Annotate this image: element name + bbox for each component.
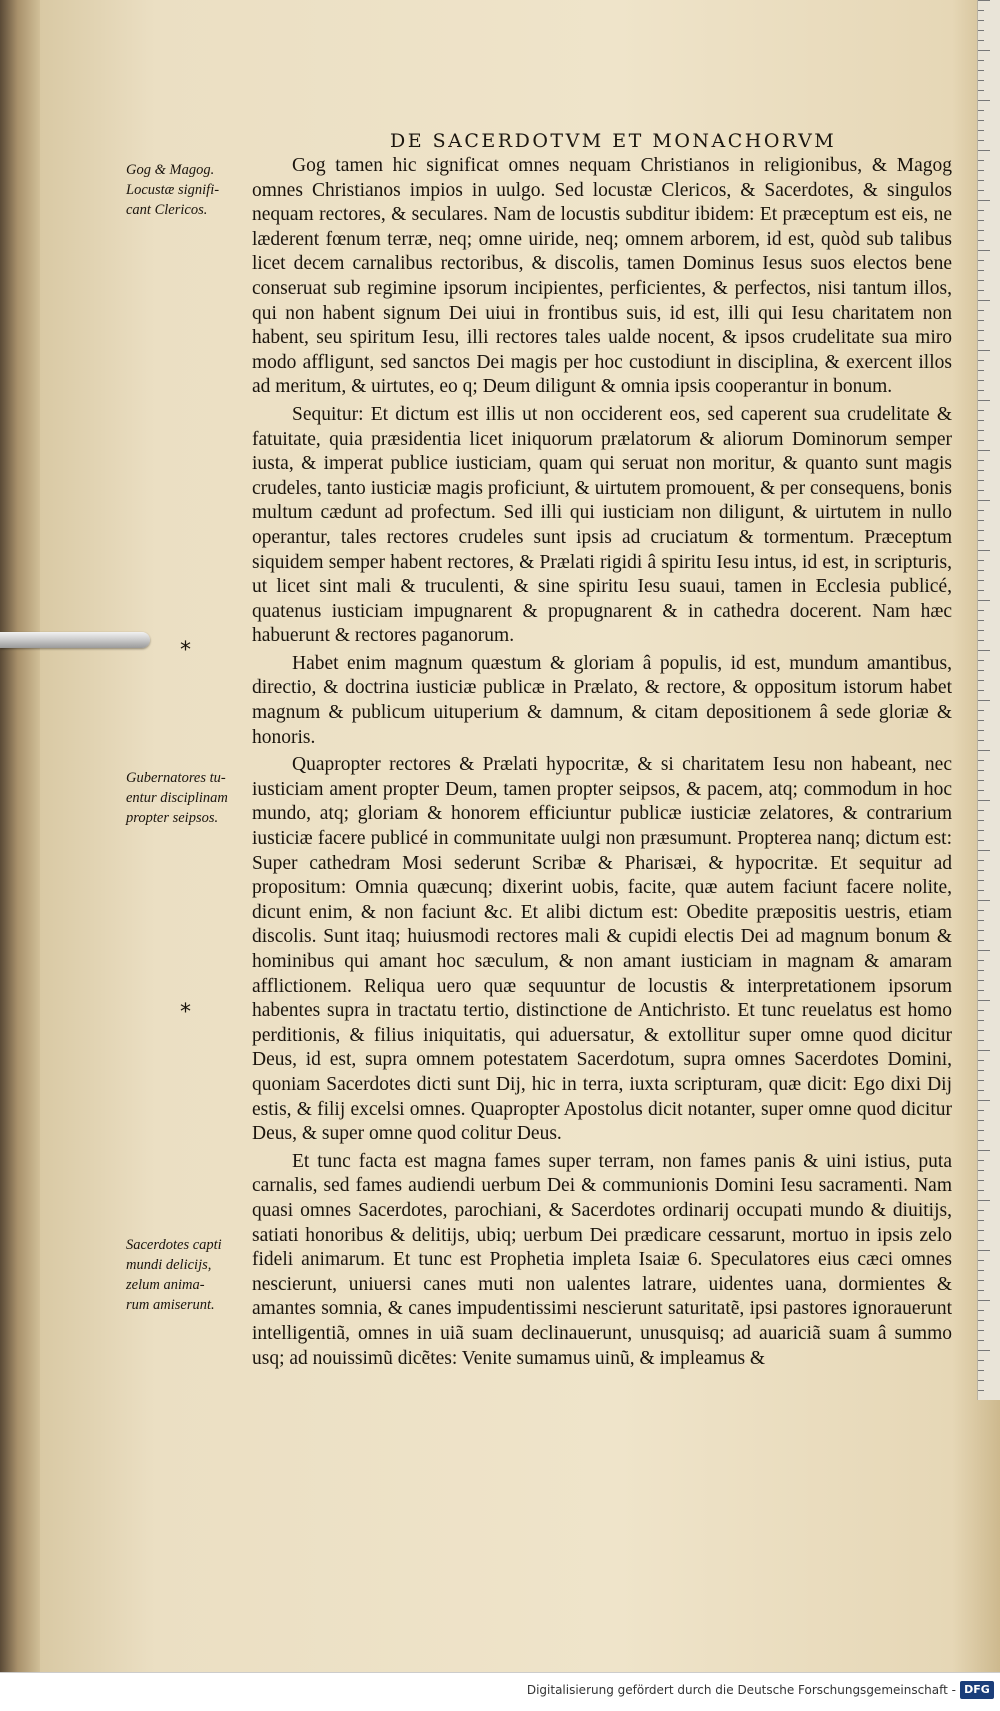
ruler-tick — [978, 670, 984, 671]
margin-note-line: zelum anima- — [126, 1277, 205, 1293]
ruler-tick — [978, 330, 984, 331]
ruler-tick — [978, 950, 990, 951]
ruler-tick — [978, 250, 990, 251]
paragraph: Quapropter rectores & Prælati hypocritæ, & si charitatem Iesu non habeant, nec iusticiam ament propter Deum, tamen propter seipsos, & pacem, atq; commodum in hoc mundo, atq; gloriam & honorem efficiuntur publicæ iusticiæ zelatores, & contrarium iusticiæ facere publicé in communitate uulgi non præsumunt. Propterea nanq; dictum est: Super cathedram Mosi sederunt Scribæ & Pharisæi, & hypocritæ. Et sequitur ad propositum: Omnia quæcunq; dixerint uobis, facite, quæ autem faciunt facere nolite, dicunt enim, & non faciunt &c. Et alibi dictum est: Obedite præpositis uestris, etiam discolis. Sunt itaq; huiusmodi rectores mali & cupidi electis Dei ad magnum bonum & hominibus qui amant hoc sæculum, & non amant iusticiam in magnam & amaram afflictionem. Reliqua uero quæ sequuntur de locustis & interpretationem ipsorum habentes supra in tractatu tertio, distinctione de Antichristo. Et tunc reuelatus est homo perditionis, & filius iniquitatis, qui aduersatur, & extollitur super omne quod dicitur Deus, id est, supra omnem potestatem Sacerdotum, supra omnes Sacerdotes Domini, quoniam Sacerdotes dicti sunt Dij, hic in terra, iuxta scripturam, quæ dicit: Ego dixi Dij estis, & filij excelsi omnes. Quapropter Apostolus dicit notanter, super omne quod dicitur Deus, & super omne quod colitur Deus. — [252, 754, 952, 1145]
ruler-tick — [978, 220, 984, 221]
ruler-tick — [978, 770, 984, 771]
ruler-tick — [978, 960, 984, 961]
ruler-tick — [978, 750, 990, 751]
ruler-tick — [978, 290, 984, 291]
ruler-tick — [978, 480, 984, 481]
ruler-tick — [978, 990, 984, 991]
ruler-tick — [978, 140, 984, 141]
ruler-tick — [978, 530, 984, 531]
asterisk-mark: * — [180, 1000, 191, 1025]
ruler-tick — [978, 580, 984, 581]
digitization-footer — [0, 1672, 1000, 1711]
ruler-tick — [978, 1040, 984, 1041]
ruler-tick — [978, 1180, 984, 1181]
ruler-tick — [978, 80, 984, 81]
ruler-tick — [978, 820, 984, 821]
ruler-tick — [978, 520, 984, 521]
ruler-tick — [978, 320, 984, 321]
margin-note-line: Locustæ signifi- — [126, 182, 220, 198]
ruler-tick — [978, 180, 984, 181]
ruler-tick — [978, 1120, 984, 1121]
ruler-tick — [978, 170, 984, 171]
ruler-tick — [978, 200, 990, 201]
ruler-tick — [978, 1350, 990, 1351]
ruler-tick — [978, 270, 984, 271]
ruler-tick — [978, 10, 984, 11]
ruler-tick — [978, 130, 984, 131]
ruler-tick — [978, 380, 984, 381]
ruler-tick — [978, 1000, 990, 1001]
ruler-tick — [978, 1110, 984, 1111]
ruler-tick — [978, 1360, 984, 1361]
ruler-tick — [978, 780, 984, 781]
ruler-tick — [978, 430, 984, 431]
ruler-tick — [978, 1310, 984, 1311]
ruler-tick — [978, 490, 984, 491]
paragraph: Sequitur: Et dictum est illis ut non occiderent eos, sed caperent sua crudelitate & fatuitate, quia præsidentia licet iniquorum prælatorum & aliorum Dominorum semper iusta, & imperat publice iusticiam, quam qui seruat non moritur, & quanto sunt magis crudeles, tanto iusticiæ magis proficiunt, & uirtutem promouent, & per consequens, bonis multum cædunt ad profectum. Sed illi qui iusticiam non diligunt, & uirtutem in nullo operantur, tales rectores crudeles sunt ipsis ad cruciatum & tormentum. Præceptum siquidem semper habent rectores, & Prælati rigidi â spiritu Iesu intus, id est, in scripturis, ut licet sint mali & truculenti, & sine spiritu Iesu suaui, tamen in Ecclesia publicé, quatenus iusticiam impugnarent & propugnarent & in cathedra docerent. Nam hæc habuerunt & rectores paganorum. — [252, 403, 952, 647]
ruler-tick — [978, 1020, 984, 1021]
ruler-tick — [978, 790, 984, 791]
ruler-tick — [978, 100, 990, 101]
ruler-tick — [978, 680, 984, 681]
ruler-tick — [978, 300, 990, 301]
ruler-tick — [978, 50, 990, 51]
ruler-tick — [978, 1150, 990, 1151]
ruler-tick — [978, 1330, 984, 1331]
ruler-tick — [978, 1390, 984, 1391]
ruler-tick — [978, 870, 984, 871]
ruler-tick — [978, 1170, 984, 1171]
margin-note-line: cant Clericos. — [126, 202, 208, 218]
ruler-tick — [978, 1130, 984, 1131]
page-edge-shadow — [0, 0, 44, 1672]
ruler-tick — [978, 1090, 984, 1091]
ruler-tick — [978, 60, 984, 61]
paragraph: Gog tamen hic significat omnes nequam Christianos in religionibus, & Magog omnes Christianos impios in uulgo. Sed locustæ Clericos, & Sacerdotes, & singulos nequam rectores, & seculares. Nam de locustis subditur ibidem: Et præceptum est eis, ne læderent fœnum terræ, neq; omne uiride, neq; omnem arborem, id est, quòd sub talibus licet decem carnalibus rectoribus, & discolis, tamen Dominus Iesus suos electos bene conseruat sub regimine ipsorum incipientes, perficientes, & perfectos, nisi tantum illos, qui non habent signum Dei uiui in frontibus suis, id est, illi qui Iesu charitatem non habent, seu spiritum Iesu, illi rectores tales ualde nocent, & ipsos crudelitate sua miro modo affligunt, sed sanctos Dei magis per hoc custodiunt in disciplina, & exercent illos ad meritum, & uirtutes, eo q; Deum diligunt & omnia ipsis cooperantur in bonum. — [252, 155, 952, 398]
ruler-tick — [978, 550, 990, 551]
ruler-tick — [978, 30, 984, 31]
ruler-tick — [978, 710, 984, 711]
margin-note-line: Gubernatores tu- — [126, 770, 226, 786]
ruler-tick — [978, 970, 984, 971]
ruler-tick — [978, 1280, 984, 1281]
ruler-tick — [978, 460, 984, 461]
margin-note-line: propter seipsos. — [126, 810, 219, 826]
ruler-tick — [978, 610, 984, 611]
ruler-tick — [978, 230, 984, 231]
paragraph: Et tunc facta est magna fames super terram, non fames panis & uini istius, puta carnalis, sed fames audiendi uerbum Dei & communionis Domini Iesu sacramenti. Nam quasi omnes Sacerdotes, parochiani, & Sacerdotes ordinarij occupati mundo & diuitijs, satiati honoribus & delitijs, ubiq; uerbum Dei prædicare cessarunt, mortuo in ipsis zelo fideli animarum. Et tunc est Prophetia impleta Isaiæ 6. Speculatores eius cæci omnes nescierunt, uniuersi canes muti non ualentes latrare, uidentes uana, dormientes & amantes somnia, & canes impudentissimi nescierunt saturitatẽ, ipsi pastores ignorauerunt intelligentiã, omnes in uiã suam declinauerunt, unusquisq; ad auariciã suam â summo usq; ad nouissimũ dicẽtes: Venite sumamus uinũ, & impleamus & — [252, 1150, 952, 1369]
ruler-tick — [978, 280, 984, 281]
ruler-tick — [978, 720, 984, 721]
ruler-tick — [978, 570, 984, 571]
ruler-tick — [978, 900, 990, 901]
ruler-tick — [978, 1300, 990, 1301]
ruler-tick — [978, 1010, 984, 1011]
ruler-tick — [978, 410, 984, 411]
ruler-tick — [978, 800, 990, 801]
ruler-tick — [978, 1070, 984, 1071]
ruler-tick — [978, 1140, 984, 1141]
ruler-tick — [978, 150, 990, 151]
ruler-tick — [978, 810, 984, 811]
ruler-tick — [978, 650, 990, 651]
ruler-tick — [978, 510, 984, 511]
ruler-tick — [978, 1080, 984, 1081]
ruler-tick — [978, 110, 984, 111]
margin-note-gubernatores — [126, 768, 254, 828]
ruler-tick — [978, 920, 984, 921]
page-clip — [0, 632, 150, 648]
ruler-tick — [978, 850, 990, 851]
margin-note-line: Sacerdotes capti — [126, 1237, 222, 1253]
ruler-tick — [978, 980, 984, 981]
ruler-tick — [978, 1370, 984, 1371]
ruler-tick — [978, 860, 984, 861]
ruler-tick — [978, 1200, 990, 1201]
ruler-tick — [978, 600, 990, 601]
ruler-tick — [978, 350, 990, 351]
ruler-tick — [978, 210, 984, 211]
ruler-tick — [978, 470, 984, 471]
ruler-tick — [978, 1210, 984, 1211]
ruler-tick — [978, 620, 984, 621]
ruler-tick — [978, 1250, 990, 1251]
margin-note-line: entur disciplinam — [126, 790, 228, 806]
margin-note-line: mundi delicijs, — [126, 1257, 212, 1273]
ruler-tick — [978, 540, 984, 541]
ruler-tick — [978, 1100, 990, 1101]
ruler-tick — [978, 840, 984, 841]
ruler-tick — [978, 1160, 984, 1161]
ruler-tick — [978, 1270, 984, 1271]
ruler-tick — [978, 450, 990, 451]
ruler-tick — [978, 660, 984, 661]
ruler-tick — [978, 90, 984, 91]
ruler-tick — [978, 370, 984, 371]
ruler-tick — [978, 940, 984, 941]
ruler-tick — [978, 1240, 984, 1241]
running-head: DE SACERDOTVM ET MONACHORVM — [390, 130, 837, 152]
ruler-tick — [978, 640, 984, 641]
paragraph: Habet enim magnum quæstum & gloriam â populis, id est, mundum amantibus, directio, & doctrina iusticiæ publicæ in Prælato, & rectore, & oppositum istorum habet magnum & publicum uituperium & damnum, & citam depositionem â sede gloriæ & honoris. — [252, 652, 952, 748]
ruler-tick — [978, 880, 984, 881]
ruler-tick — [978, 930, 984, 931]
ruler-tick — [978, 1380, 984, 1381]
ruler-tick — [978, 400, 990, 401]
ruler-tick — [978, 1320, 984, 1321]
margin-note-line: Gog & Magog. — [126, 162, 215, 178]
ruler-tick — [978, 730, 984, 731]
ruler-tick — [978, 1290, 984, 1291]
dfg-logo: DFG — [960, 1681, 994, 1699]
ruler-tick — [978, 690, 984, 691]
ruler-tick — [978, 0, 990, 1]
ruler-tick — [978, 390, 984, 391]
ruler-tick — [978, 340, 984, 341]
asterisk-mark: * — [180, 638, 191, 663]
ruler-tick — [978, 890, 984, 891]
ruler-tick — [978, 70, 984, 71]
margin-note-line: rum amiserunt. — [126, 1297, 215, 1313]
ruler-tick — [978, 1030, 984, 1031]
ruler-tick — [978, 1260, 984, 1261]
body-text — [252, 154, 952, 1371]
ruler-tick — [978, 630, 984, 631]
footer-credit: Digitalisierung gefördert durch die Deutsche Forschungsgemeinschaft - — [526, 1683, 956, 1697]
ruler-tick — [978, 420, 984, 421]
scale-ruler — [977, 0, 1000, 1400]
ruler-tick — [978, 20, 984, 21]
ruler-tick — [978, 40, 984, 41]
ruler-tick — [978, 120, 984, 121]
ruler-tick — [978, 830, 984, 831]
margin-note-sacerdotes — [126, 1235, 254, 1315]
ruler-tick — [978, 1050, 990, 1051]
ruler-tick — [978, 740, 984, 741]
ruler-tick — [978, 190, 984, 191]
ruler-tick — [978, 760, 984, 761]
margin-note-gog-magog — [126, 160, 254, 220]
ruler-tick — [978, 1340, 984, 1341]
ruler-tick — [978, 310, 984, 311]
ruler-tick — [978, 1190, 984, 1191]
ruler-tick — [978, 560, 984, 561]
ruler-tick — [978, 240, 984, 241]
ruler-tick — [978, 590, 984, 591]
ruler-tick — [978, 1220, 984, 1221]
ruler-tick — [978, 1060, 984, 1061]
ruler-tick — [978, 440, 984, 441]
ruler-tick — [978, 500, 990, 501]
ruler-tick — [978, 910, 984, 911]
ruler-tick — [978, 700, 990, 701]
ruler-tick — [978, 260, 984, 261]
ruler-tick — [978, 360, 984, 361]
ruler-tick — [978, 160, 984, 161]
ruler-tick — [978, 1230, 984, 1231]
